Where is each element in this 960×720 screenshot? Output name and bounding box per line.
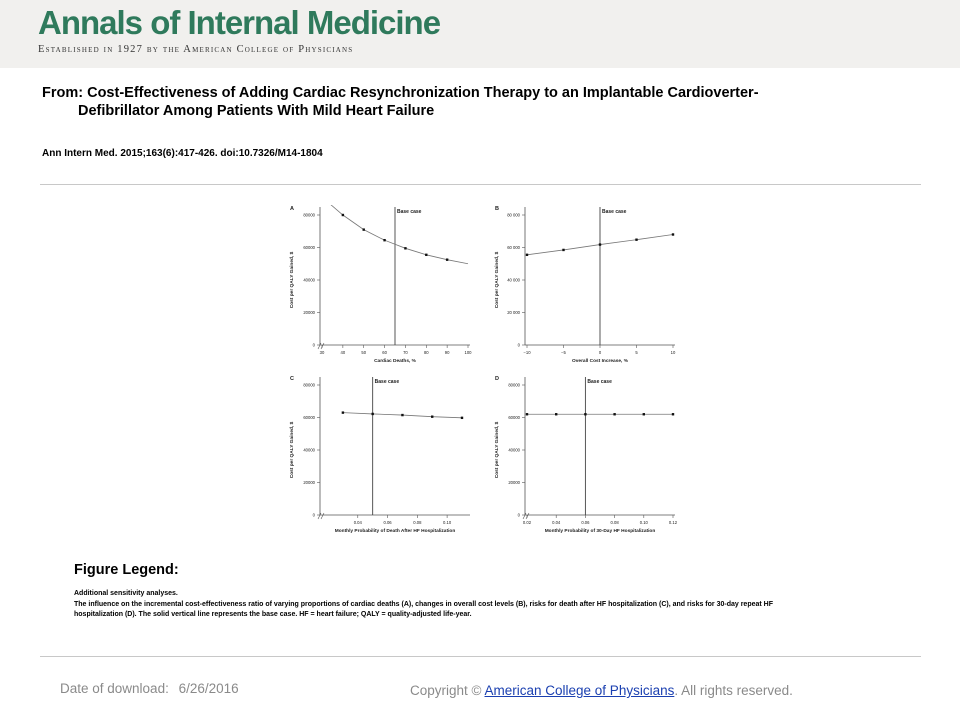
chart-d-data-point xyxy=(555,413,557,415)
copyright-notice xyxy=(410,683,793,698)
chart-b-y-tick-label: 0 xyxy=(517,342,520,348)
chart-d-panel-letter: D xyxy=(495,376,499,382)
chart-a-y-tick-label: 40000 xyxy=(303,277,315,283)
copyright-prefix: Copyright © xyxy=(410,683,482,698)
download-label: Date of download: xyxy=(60,681,169,696)
publisher-link[interactable]: American College of Physicians xyxy=(484,683,675,698)
article-title-line-2: Defibrillator Among Patients With Mild Heart Failure xyxy=(78,103,435,119)
chart-b-data-point xyxy=(672,233,674,235)
chart-d-data-point xyxy=(643,413,645,415)
chart-b-x-label: Overall Cost Increase, % xyxy=(572,359,628,364)
copyright-rights: . All rights reserved. xyxy=(674,683,793,698)
chart-d-x-tick-label: 0.06 xyxy=(581,520,590,525)
chart-d-data-point xyxy=(613,413,615,415)
chart-c-y-tick-label: 80000 xyxy=(303,382,315,388)
chart-b-base-case-label: Base case xyxy=(602,209,627,215)
chart-a-data-point xyxy=(363,228,365,230)
chart-d-x-tick-label: 0.04 xyxy=(552,520,561,525)
chart-a-y-label: Cost per QALY Gained, $ xyxy=(290,251,295,309)
chart-c-data-point xyxy=(371,413,373,415)
chart-b-y-tick-label: 40 000 xyxy=(507,277,520,283)
chart-d-y-tick-label: 20000 xyxy=(508,480,520,485)
chart-b-y-tick-label: 60 000 xyxy=(507,245,520,250)
chart-a-y-tick-label: 60000 xyxy=(303,245,315,250)
chart-c-x-tick-label: 0.08 xyxy=(413,520,422,525)
chart-a-data-point xyxy=(425,254,427,256)
download-info xyxy=(60,681,239,696)
chart-d-x-tick-label: 0.10 xyxy=(639,520,648,525)
chart-d-y-tick-label: 80000 xyxy=(508,382,520,388)
top-divider xyxy=(40,184,921,185)
chart-a-x-tick-label: 50 xyxy=(361,350,367,355)
chart-d-x-label: Monthly Probability of 30-Day HF Hospitalization xyxy=(544,529,656,534)
chart-b-x-tick-label: 0 xyxy=(598,350,602,355)
chart-b-x-tick-label: 5 xyxy=(635,350,638,355)
chart-c-y-label: Cost per QALY Gained, $ xyxy=(290,421,295,479)
chart-b-data-point xyxy=(526,254,528,256)
legend-text-line-1: The influence on the incremental cost-effectiveness ratio of varying proportions of cardiac deaths (A), changes in overall cost levels (B), risks for death after HF hospitalization (C), and risks for 30-day repeat HF xyxy=(74,601,773,608)
legend-heading: Figure Legend: xyxy=(74,562,179,578)
chart-d-x-tick-label: 0.12 xyxy=(668,520,678,525)
legend-caption: Additional sensitivity analyses. xyxy=(74,590,178,597)
chart-a-data-point xyxy=(342,214,344,216)
chart-a-x-tick-label: 90 xyxy=(444,350,450,355)
chart-c-y-tick-label: 20000 xyxy=(303,480,315,485)
chart-a-x-label: Cardiac Deaths, % xyxy=(374,359,416,364)
journal-header xyxy=(0,0,960,68)
chart-a-data-point xyxy=(383,239,385,241)
chart-d-y-label: Cost per QALY Gained, $ xyxy=(495,421,500,479)
chart-b-y-tick-label: 80 000 xyxy=(507,212,520,218)
chart-a-x-tick-label: 80 xyxy=(423,350,429,355)
chart-a-y-tick-label: 80000 xyxy=(303,212,315,218)
chart-b-x-tick-label: −5 xyxy=(561,350,566,355)
chart-c xyxy=(289,376,470,534)
chart-a-axis-break xyxy=(318,343,324,349)
chart-c-base-case-label: Base case xyxy=(374,379,400,385)
chart-b-y-tick-label: 20 000 xyxy=(507,310,520,315)
chart-a-x-tick-label: 100 xyxy=(464,350,472,355)
chart-a-x-tick-label: 30 xyxy=(319,350,325,355)
chart-b-y-label: Cost per QALY Gained, $ xyxy=(495,251,500,309)
figure xyxy=(270,205,700,550)
chart-c-panel-letter: C xyxy=(290,376,294,382)
chart-c-x-tick-label: 0.06 xyxy=(383,520,392,525)
article-title-line-1: From: Cost-Effectiveness of Adding Cardiac Resynchronization Therapy to an Implantable Cardioverter- xyxy=(42,85,759,101)
chart-a-data-point xyxy=(446,258,448,260)
chart-b-x-tick-label: −10 xyxy=(523,350,531,355)
article-citation: Ann Intern Med. 2015;163(6):417-426. doi:10.7326/M14-1804 xyxy=(42,148,323,159)
chart-d-y-tick-label: 0 xyxy=(517,512,520,518)
chart-d-data-point xyxy=(526,413,528,415)
chart-b-panel-letter: B xyxy=(495,206,499,212)
chart-b-data-point xyxy=(635,239,637,241)
chart-d-x-tick-label: 0.08 xyxy=(610,520,619,525)
chart-b-x-tick-label: 10 xyxy=(670,350,676,355)
legend-text-line-2: hospitalization (D). The solid vertical line represents the base case. HF = heart failure; QALY = quality-adjusted life-year. xyxy=(74,611,472,618)
chart-d-axis-break xyxy=(523,513,529,519)
chart-a-y-tick-label: 20000 xyxy=(303,310,315,315)
chart-c-x-label: Monthly Probability of Death After HF Hospitalization xyxy=(334,529,456,534)
chart-a-x-tick-label: 60 xyxy=(382,350,387,355)
chart-c-y-tick-label: 0 xyxy=(312,512,315,518)
chart-b xyxy=(494,206,676,364)
chart-d xyxy=(494,376,678,534)
chart-d-y-tick-label: 40000 xyxy=(508,447,520,453)
chart-d-x-tick-label: 0.02 xyxy=(522,520,532,525)
chart-a-panel-letter: A xyxy=(290,206,294,212)
chart-a-data-point xyxy=(404,247,406,249)
chart-c-data-point xyxy=(461,417,463,419)
chart-a-x-tick-label: 40 xyxy=(340,350,346,355)
chart-d-y-tick-label: 60000 xyxy=(508,415,520,420)
chart-a-base-case-label: Base case xyxy=(397,209,422,215)
journal-tagline: Established in 1927 by the American College of Physicians xyxy=(38,44,354,55)
journal-logo: Annals of Internal Medicine xyxy=(38,4,441,41)
download-date: 6/26/2016 xyxy=(178,681,239,696)
chart-d-base-case-label: Base case xyxy=(587,379,612,385)
chart-a-x-tick-label: 70 xyxy=(403,350,408,355)
chart-c-data-point xyxy=(401,414,403,416)
chart-d-data-point xyxy=(584,413,586,415)
chart-c-y-tick-label: 60000 xyxy=(303,415,315,420)
chart-b-data-point xyxy=(562,249,564,251)
chart-c-data-point xyxy=(342,411,344,413)
chart-a-y-tick-label: 0 xyxy=(312,342,315,348)
chart-a xyxy=(289,205,472,364)
chart-c-x-tick-label: 0.04 xyxy=(353,520,362,525)
bottom-divider xyxy=(40,656,921,657)
chart-d-data-point xyxy=(672,413,674,415)
chart-b-data-point xyxy=(599,243,601,245)
chart-c-y-tick-label: 40000 xyxy=(303,447,315,453)
chart-c-axis-break xyxy=(318,513,324,519)
chart-c-x-tick-label: 0.10 xyxy=(443,520,452,525)
chart-c-data-point xyxy=(431,415,433,417)
